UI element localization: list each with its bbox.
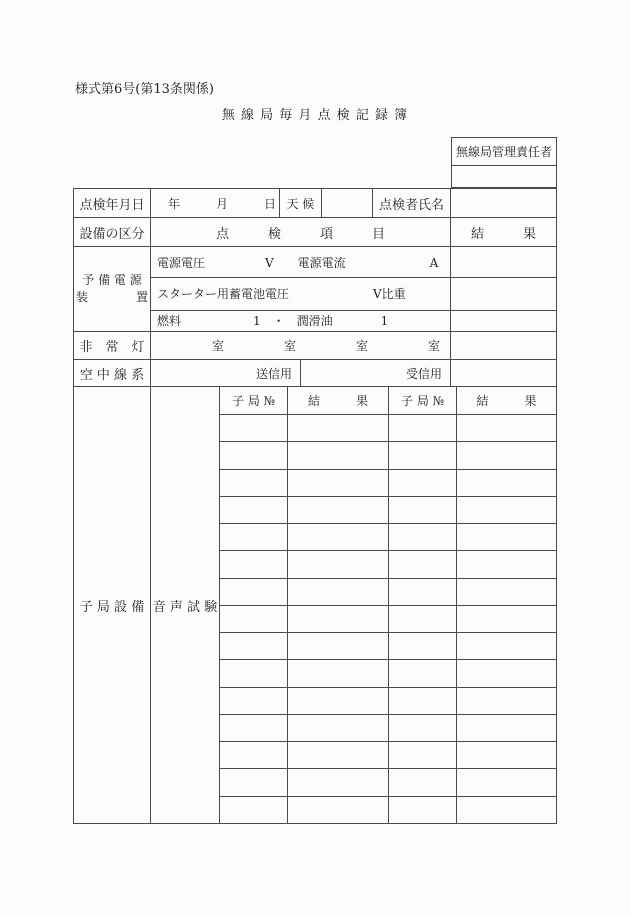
result-cell <box>457 660 556 686</box>
emergency-light-row <box>74 332 556 360</box>
backup-power-rows <box>151 247 556 331</box>
column-header-row <box>74 218 556 247</box>
result-cell <box>457 688 556 714</box>
starter-battery-row <box>151 278 556 310</box>
result-cell <box>288 415 389 441</box>
result-cell <box>457 742 556 768</box>
station-no-cell <box>389 551 457 577</box>
station-no-header: 子 局 № <box>220 387 288 414</box>
result-cell <box>457 551 556 577</box>
station-no-cell <box>220 688 288 714</box>
station-no-cell <box>220 415 288 441</box>
antenna-rx-cell: 受信用 <box>301 360 451 386</box>
result-cell <box>288 606 389 632</box>
power-voltage-result-cell <box>451 247 556 277</box>
result-cell <box>288 579 389 605</box>
station-no-cell <box>389 415 457 441</box>
result-cell <box>288 660 389 686</box>
result-cell <box>457 497 556 523</box>
station-no-cell <box>220 606 288 632</box>
inspection-table <box>73 188 557 824</box>
result-cell <box>457 442 556 468</box>
station-no-cell <box>389 742 457 768</box>
station-no-cell <box>220 660 288 686</box>
sub-table-row <box>220 660 556 687</box>
emergency-light-rooms-cell: 室 室 室 室 <box>151 332 451 359</box>
station-no-cell <box>220 769 288 795</box>
station-no-cell <box>220 497 288 523</box>
sub-table-row <box>220 497 556 524</box>
sub-table-row <box>220 715 556 742</box>
station-no-cell <box>389 797 457 823</box>
form-number: 様式第6号(第13条関係) <box>75 82 214 97</box>
sub-table-row <box>220 579 556 606</box>
sub-table-row <box>220 551 556 578</box>
result-cell <box>288 688 389 714</box>
result-header: 結 果 <box>288 387 389 414</box>
station-no-cell <box>220 551 288 577</box>
items-header: 点 検 項 目 <box>151 218 451 246</box>
antenna-row <box>74 360 556 387</box>
antenna-tx-cell: 送信用 <box>151 360 301 386</box>
backup-power-section <box>74 247 556 332</box>
result-cell <box>288 524 389 550</box>
power-voltage-row <box>151 247 556 278</box>
result-header: 結 果 <box>476 394 537 408</box>
station-no-cell <box>389 769 457 795</box>
manager-signature-cell <box>452 166 556 187</box>
voice-test-subtable <box>220 387 556 823</box>
subtable-header-row <box>220 387 556 415</box>
sub-table-row <box>220 606 556 633</box>
sub-table-row <box>220 742 556 769</box>
sub-table-row <box>220 688 556 715</box>
station-no-cell <box>220 633 288 659</box>
slave-station-label: 子 局 設 備 <box>74 387 151 823</box>
result-cell <box>457 524 556 550</box>
result-cell <box>457 769 556 795</box>
voice-test-label: 音 声 試 験 <box>151 387 220 823</box>
backup-power-label-line2: 装 置 <box>75 290 148 304</box>
result-header: 結 果 <box>470 226 536 242</box>
station-no-cell <box>220 470 288 496</box>
fuel-oil-cell: 燃料 1 ・ 潤滑油 1 <box>151 311 451 331</box>
antenna-result-cell <box>451 360 556 386</box>
station-no-cell <box>389 633 457 659</box>
station-no-cell <box>220 797 288 823</box>
starter-battery-result-cell <box>451 278 556 309</box>
station-no-cell <box>389 606 457 632</box>
result-cell <box>457 470 556 496</box>
station-no-cell <box>220 524 288 550</box>
sub-table-row <box>220 470 556 497</box>
result-cell <box>288 769 389 795</box>
sub-table-row <box>220 769 556 796</box>
emergency-light-result-cell <box>451 332 556 359</box>
starter-battery-cell: スターター用蓄電池電圧 V比重 <box>151 278 451 309</box>
station-no-cell <box>389 497 457 523</box>
station-no-cell <box>389 660 457 686</box>
weather-label: 天 候 <box>280 189 322 217</box>
fuel-oil-row <box>151 311 556 331</box>
power-voltage-cell: 電源電圧 V 電源電流 A <box>151 247 451 277</box>
page-title: 無 線 局 毎 月 点 検 記 録 簿 <box>221 108 409 123</box>
sub-table-row <box>220 442 556 469</box>
result-cell <box>288 742 389 768</box>
manager-signature-box <box>451 137 557 188</box>
sub-table-body <box>220 415 556 823</box>
backup-power-label <box>74 247 151 331</box>
sub-table-row <box>220 797 556 823</box>
fuel-oil-result-cell <box>451 311 556 331</box>
result-cell <box>288 470 389 496</box>
result-cell <box>457 415 556 441</box>
date-value-cell: 年 月 日 <box>151 189 280 217</box>
result-cell <box>457 797 556 823</box>
station-no-cell <box>389 470 457 496</box>
station-no-cell <box>389 715 457 741</box>
weather-value-cell <box>322 189 373 217</box>
station-no-cell <box>220 442 288 468</box>
inspector-label: 点検者氏名 <box>373 189 451 217</box>
station-no-cell <box>389 579 457 605</box>
sub-table-row <box>220 633 556 660</box>
antenna-label: 空 中 線 系 <box>74 360 151 386</box>
result-cell <box>457 633 556 659</box>
result-cell <box>457 579 556 605</box>
sub-table-row <box>220 524 556 551</box>
station-no-cell <box>389 442 457 468</box>
emergency-light-label: 非 常 灯 <box>74 332 151 359</box>
result-cell <box>288 497 389 523</box>
station-no-cell <box>389 524 457 550</box>
station-no-cell <box>220 715 288 741</box>
station-no-cell <box>220 742 288 768</box>
station-no-cell <box>389 688 457 714</box>
result-cell <box>288 442 389 468</box>
result-cell <box>288 797 389 823</box>
date-row <box>74 189 556 218</box>
station-no-header: 子 局 № <box>389 387 457 414</box>
inspector-value-cell <box>451 189 556 217</box>
sub-table-row <box>220 415 556 442</box>
result-cell <box>288 551 389 577</box>
date-label: 点検年月日 <box>74 189 151 217</box>
result-cell <box>288 715 389 741</box>
slave-station-section <box>74 387 556 823</box>
result-cell <box>457 606 556 632</box>
manager-label: 無線局管理責任者 <box>452 138 556 166</box>
backup-power-label-line1: 予 備 電 源 <box>82 273 142 287</box>
category-label: 設備の区分 <box>74 218 151 246</box>
result-cell <box>457 715 556 741</box>
station-no-cell <box>220 579 288 605</box>
result-cell <box>288 633 389 659</box>
